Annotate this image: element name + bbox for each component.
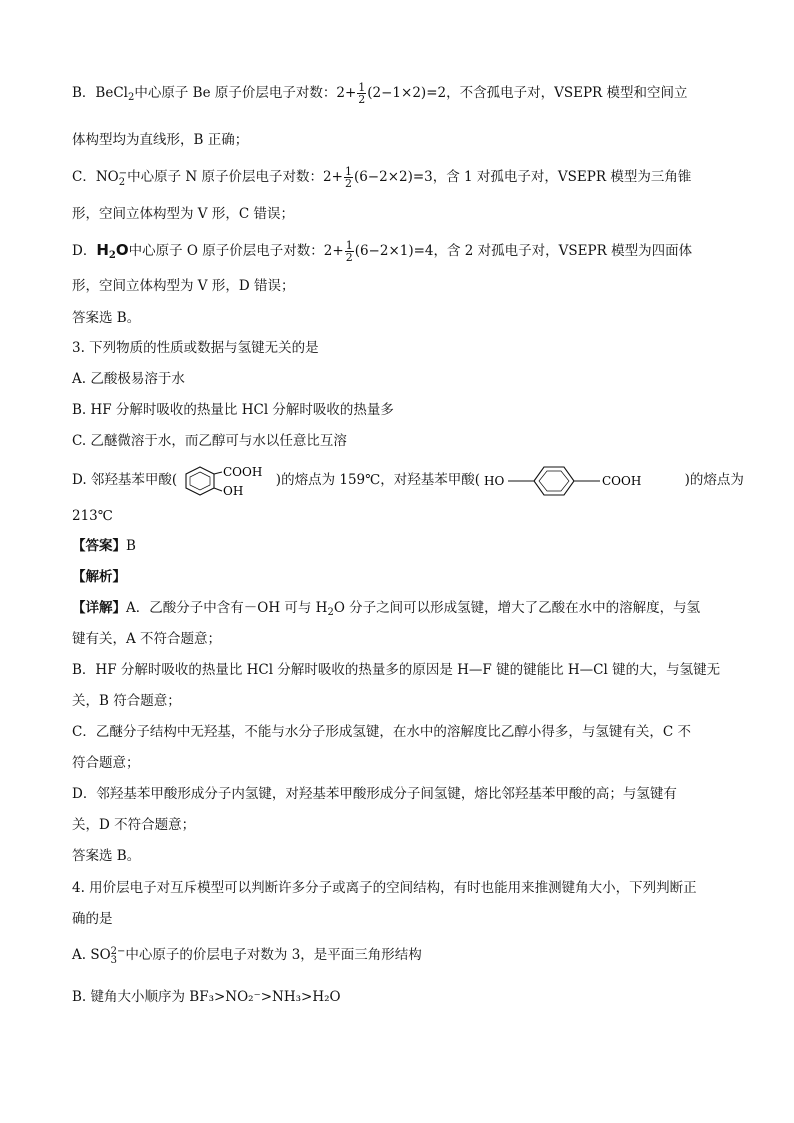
- answer-line-2: 答案选 B。: [72, 848, 141, 864]
- ho-label: HO: [484, 473, 505, 488]
- question-4-b: B. 键角大小顺序为 BF₃>NO₂⁻>NH₃>H₂O: [72, 989, 341, 1005]
- question-4-cont: 确的是: [72, 911, 113, 927]
- answer-line-1: 答案选 B。: [72, 310, 141, 326]
- option-b-line: B．BeCl$_2$中心原子 Be 原子价层电子对数：2+ $\frac{1}{2}$ (2−1×2)=2，不含孤电子对，VSEPR 模型和空间立: [72, 81, 688, 106]
- cooh-label: COOH: [222, 464, 262, 479]
- option-c-cont: 形，空间立体构型为 V 形，C 错误；: [72, 206, 294, 222]
- fraction: $\frac{1}{2}$: [344, 165, 352, 190]
- question-3: 3. 下列物质的性质或数据与氢键无关的是: [72, 340, 319, 356]
- detail-d-line: D．邻羟基苯甲酸形成分子内氢键，对羟基苯甲酸形成分子间氢键，熔比邻羟基苯甲酸的高；与氢键有: [72, 786, 677, 802]
- fraction: $\frac{1}{2}$: [345, 239, 353, 264]
- question-3-d: D. 邻羟基苯甲酸( COOH OH )的熔点为 159℃，对羟基苯甲酸( HO COOH )的熔点为: [72, 464, 744, 498]
- detail-d-cont: 关，D 不符合题意；: [72, 817, 196, 833]
- question-3-b: B. HF 分解时吸收的热量比 HCl 分解时吸收的热量多: [72, 402, 394, 418]
- detail-b-cont: 关，B 符合题意；: [72, 693, 181, 709]
- detail-a-line: 【详解】A．乙酸分子中含有－OH 可与 $H_2O$ 分子之间可以形成氢键，增大了乙酸在水中的溶解度，与氢: [72, 600, 701, 618]
- ortho-hydroxybenzoic-acid-structure: [182, 463, 272, 499]
- question-4: 4. 用价层电子对互斥模型可以判断许多分子或离子的空间结构，有时也能用来推测键角大小，下列判断正: [72, 880, 697, 896]
- analysis-tag: 【解析】: [72, 569, 126, 585]
- question-4-a: A. SO 2− 3 中心原子的价层电子对数为 3，是平面三角形结构: [72, 945, 422, 966]
- option-d-line: D．$H_2O$中心原子 O 原子价层电子对数：2+ $\frac{1}{2}$ (6−2×1)=4，含 2 对孤电子对，VSEPR 模型为四面体: [72, 239, 693, 264]
- detail-tag: 【详解】: [72, 600, 126, 616]
- option-d-cont: 形，空间立体构型为 V 形，D 错误；: [72, 278, 295, 294]
- question-3-c: C. 乙醚微溶于水，而乙醇可与水以任意比互溶: [72, 433, 347, 449]
- oh-label: OH: [222, 483, 243, 498]
- detail-a-cont: 键有关，A 不符合题意；: [72, 631, 222, 647]
- answer-tag: 【答案】: [72, 538, 126, 554]
- answer-block: [72, 536, 136, 556]
- detail-c-line: C．乙醚分子结构中无羟基，不能与水分子形成氢键，在水中的溶解度比乙醇小得多，与氢键有关，C 不: [72, 724, 691, 740]
- answer-value: B: [126, 538, 136, 554]
- fraction: $\frac{1}{2}$: [358, 81, 366, 106]
- detail-c-cont: 符合题意；: [72, 755, 140, 771]
- detail-b-line: B．HF 分解时吸收的热量比 HCl 分解时吸收的热量多的原因是 H—F 键的键能比 H—Cl 键的大，与氢键无: [72, 662, 721, 678]
- option-c-line: C．NO − 2 中心原子 N 原子价层电子对数：2+ $\frac{1}{2}$ (6−2×2)=3，含 1 对孤电子对，VSEPR 模型为三角锥: [72, 165, 692, 190]
- option-b-cont: 体构型均为直线形，B 正确；: [72, 132, 249, 148]
- question-3-d-cont: 213℃: [72, 508, 113, 524]
- question-3-a: A. 乙酸极易溶于水: [72, 371, 185, 387]
- cooh-label: COOH: [602, 473, 642, 488]
- para-hydroxybenzoic-acid-structure: [484, 463, 680, 499]
